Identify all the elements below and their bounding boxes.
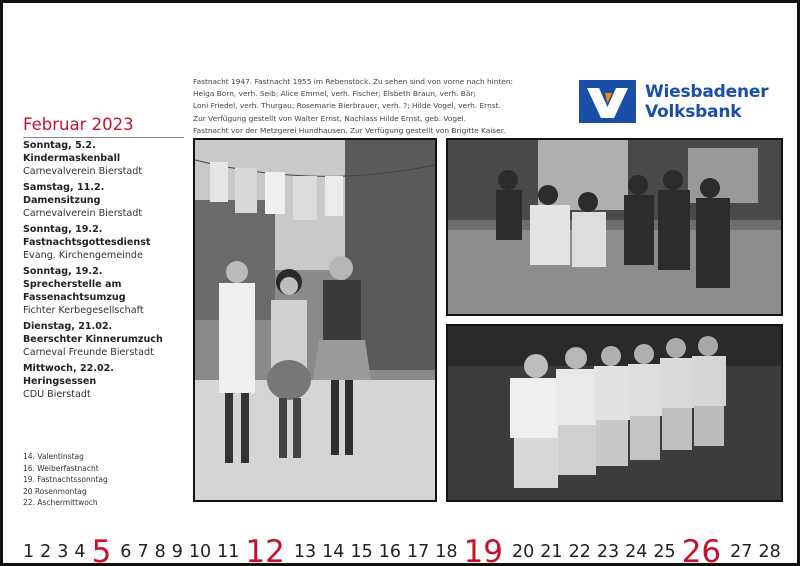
holiday-item: 19. Fastnachtssonntag xyxy=(23,475,108,484)
event-name: Kindermaskenball xyxy=(23,153,121,164)
day-number-sunday: 12 xyxy=(245,534,285,566)
holiday-item: 14. Valentinstag xyxy=(23,452,84,461)
day-number: 25 xyxy=(653,542,676,562)
day-number-sunday: 26 xyxy=(681,534,722,566)
day-number-row xyxy=(23,527,787,566)
event-date: Samstag, 11.2. xyxy=(23,182,105,193)
event-name: Heringsessen xyxy=(23,376,97,387)
day-number: 27 xyxy=(730,542,753,562)
day-number: 16 xyxy=(378,542,401,562)
event-organizer: Evang. Kirchengemeinde xyxy=(23,250,143,261)
day-number: 18 xyxy=(435,542,458,562)
event-organizer: Carnevalverein Bierstadt xyxy=(23,166,143,177)
day-number: 4 xyxy=(74,542,86,562)
event-date: Sonntag, 5.2. xyxy=(23,140,96,151)
sparkasse-style-v-logo-icon xyxy=(579,80,636,123)
caption-line: Helga Born, verh. Seib; Alice Emmel, verh. Fischer; Elsbeth Braun, verh. Bär; xyxy=(193,89,476,99)
day-number: 1 xyxy=(23,542,35,562)
bank-name-line1: Wiesbadener xyxy=(645,81,769,102)
holiday-list xyxy=(23,451,108,509)
day-number: 10 xyxy=(188,542,212,562)
day-number: 22 xyxy=(568,542,591,562)
event-item xyxy=(23,139,188,178)
historic-photo-dance-group xyxy=(446,324,783,502)
caption-line: Fastnacht vor der Metzgerei Hundhausen. Zur Verfügung gestellt von Brigitte Kaiser. xyxy=(193,125,506,135)
month-title: Februar 2023 xyxy=(23,115,134,134)
event-item xyxy=(23,181,188,220)
day-number: 9 xyxy=(171,542,183,562)
event-item xyxy=(23,265,188,317)
event-name: Beerschter Kinnerumzuch xyxy=(23,334,163,345)
day-number: 13 xyxy=(293,542,317,562)
day-number: 11 xyxy=(217,542,240,562)
event-name: Damensitzung xyxy=(23,195,101,206)
event-date: Dienstag, 21.02. xyxy=(23,321,113,332)
caption-line: Zur Verfügung gestellt von Walter Ernst, Nachlass Hilde Ernst, geb. Vogel. xyxy=(193,113,467,123)
event-organizer: CDU Bierstadt xyxy=(23,389,91,400)
event-date: Sonntag, 19.2. xyxy=(23,224,103,235)
historic-photo-group-butcher-shop xyxy=(446,138,783,316)
event-name: Fastnachtsgottesdienst xyxy=(23,237,151,248)
day-number: 7 xyxy=(137,542,149,562)
holiday-item: 22. Aschermittwoch xyxy=(23,498,98,507)
bank-name-line2: Volksbank xyxy=(645,101,742,122)
event-organizer: Fichter Kerbegesellschaft xyxy=(23,305,144,316)
caption-line: Fastnacht 1947. Fastnacht 1955 im Rebenstock. Zu sehen sind von vorne nach hinten: xyxy=(193,77,514,86)
day-number: 14 xyxy=(322,542,345,562)
event-organizer: Carnevalverein Bierstadt xyxy=(23,208,143,219)
day-number: 8 xyxy=(154,542,166,562)
day-number-sunday: 19 xyxy=(463,534,504,566)
day-number: 23 xyxy=(596,542,620,562)
day-number: 6 xyxy=(120,542,132,562)
divider xyxy=(23,137,184,138)
event-organizer: Carneval Freunde Bierstadt xyxy=(23,347,154,358)
event-item xyxy=(23,362,188,401)
day-number: 2 xyxy=(40,542,52,562)
day-number: 24 xyxy=(625,542,648,562)
event-date: Mittwoch, 22.02. xyxy=(23,363,114,374)
day-number: 3 xyxy=(57,542,69,562)
event-date: Sonntag, 19.2. xyxy=(23,266,103,277)
caption-line: Loni Friedel, verh. Thurgau; Rosemarie Bierbrauer, verh. ?; Hilde Vogel, verh. Ernst. xyxy=(193,101,501,111)
day-number: 15 xyxy=(350,542,373,562)
photo-caption xyxy=(193,76,573,137)
day-number: 20 xyxy=(512,542,535,562)
event-name: Sprecherstelle am Fassenachtsumzug xyxy=(23,279,126,303)
historic-photo-children-costumes xyxy=(193,138,437,502)
event-list xyxy=(23,139,188,404)
event-item xyxy=(23,223,188,262)
holiday-item: 20 Rosenmontag xyxy=(23,486,87,496)
holiday-item: 16. Weiberfastnacht xyxy=(23,463,99,473)
event-item xyxy=(23,320,188,359)
day-number-sunday: 5 xyxy=(91,534,112,566)
day-number: 28 xyxy=(758,542,781,562)
day-number: 21 xyxy=(540,542,563,562)
bank-name xyxy=(645,82,768,122)
bank-logo xyxy=(579,80,768,123)
day-number: 17 xyxy=(407,542,430,562)
